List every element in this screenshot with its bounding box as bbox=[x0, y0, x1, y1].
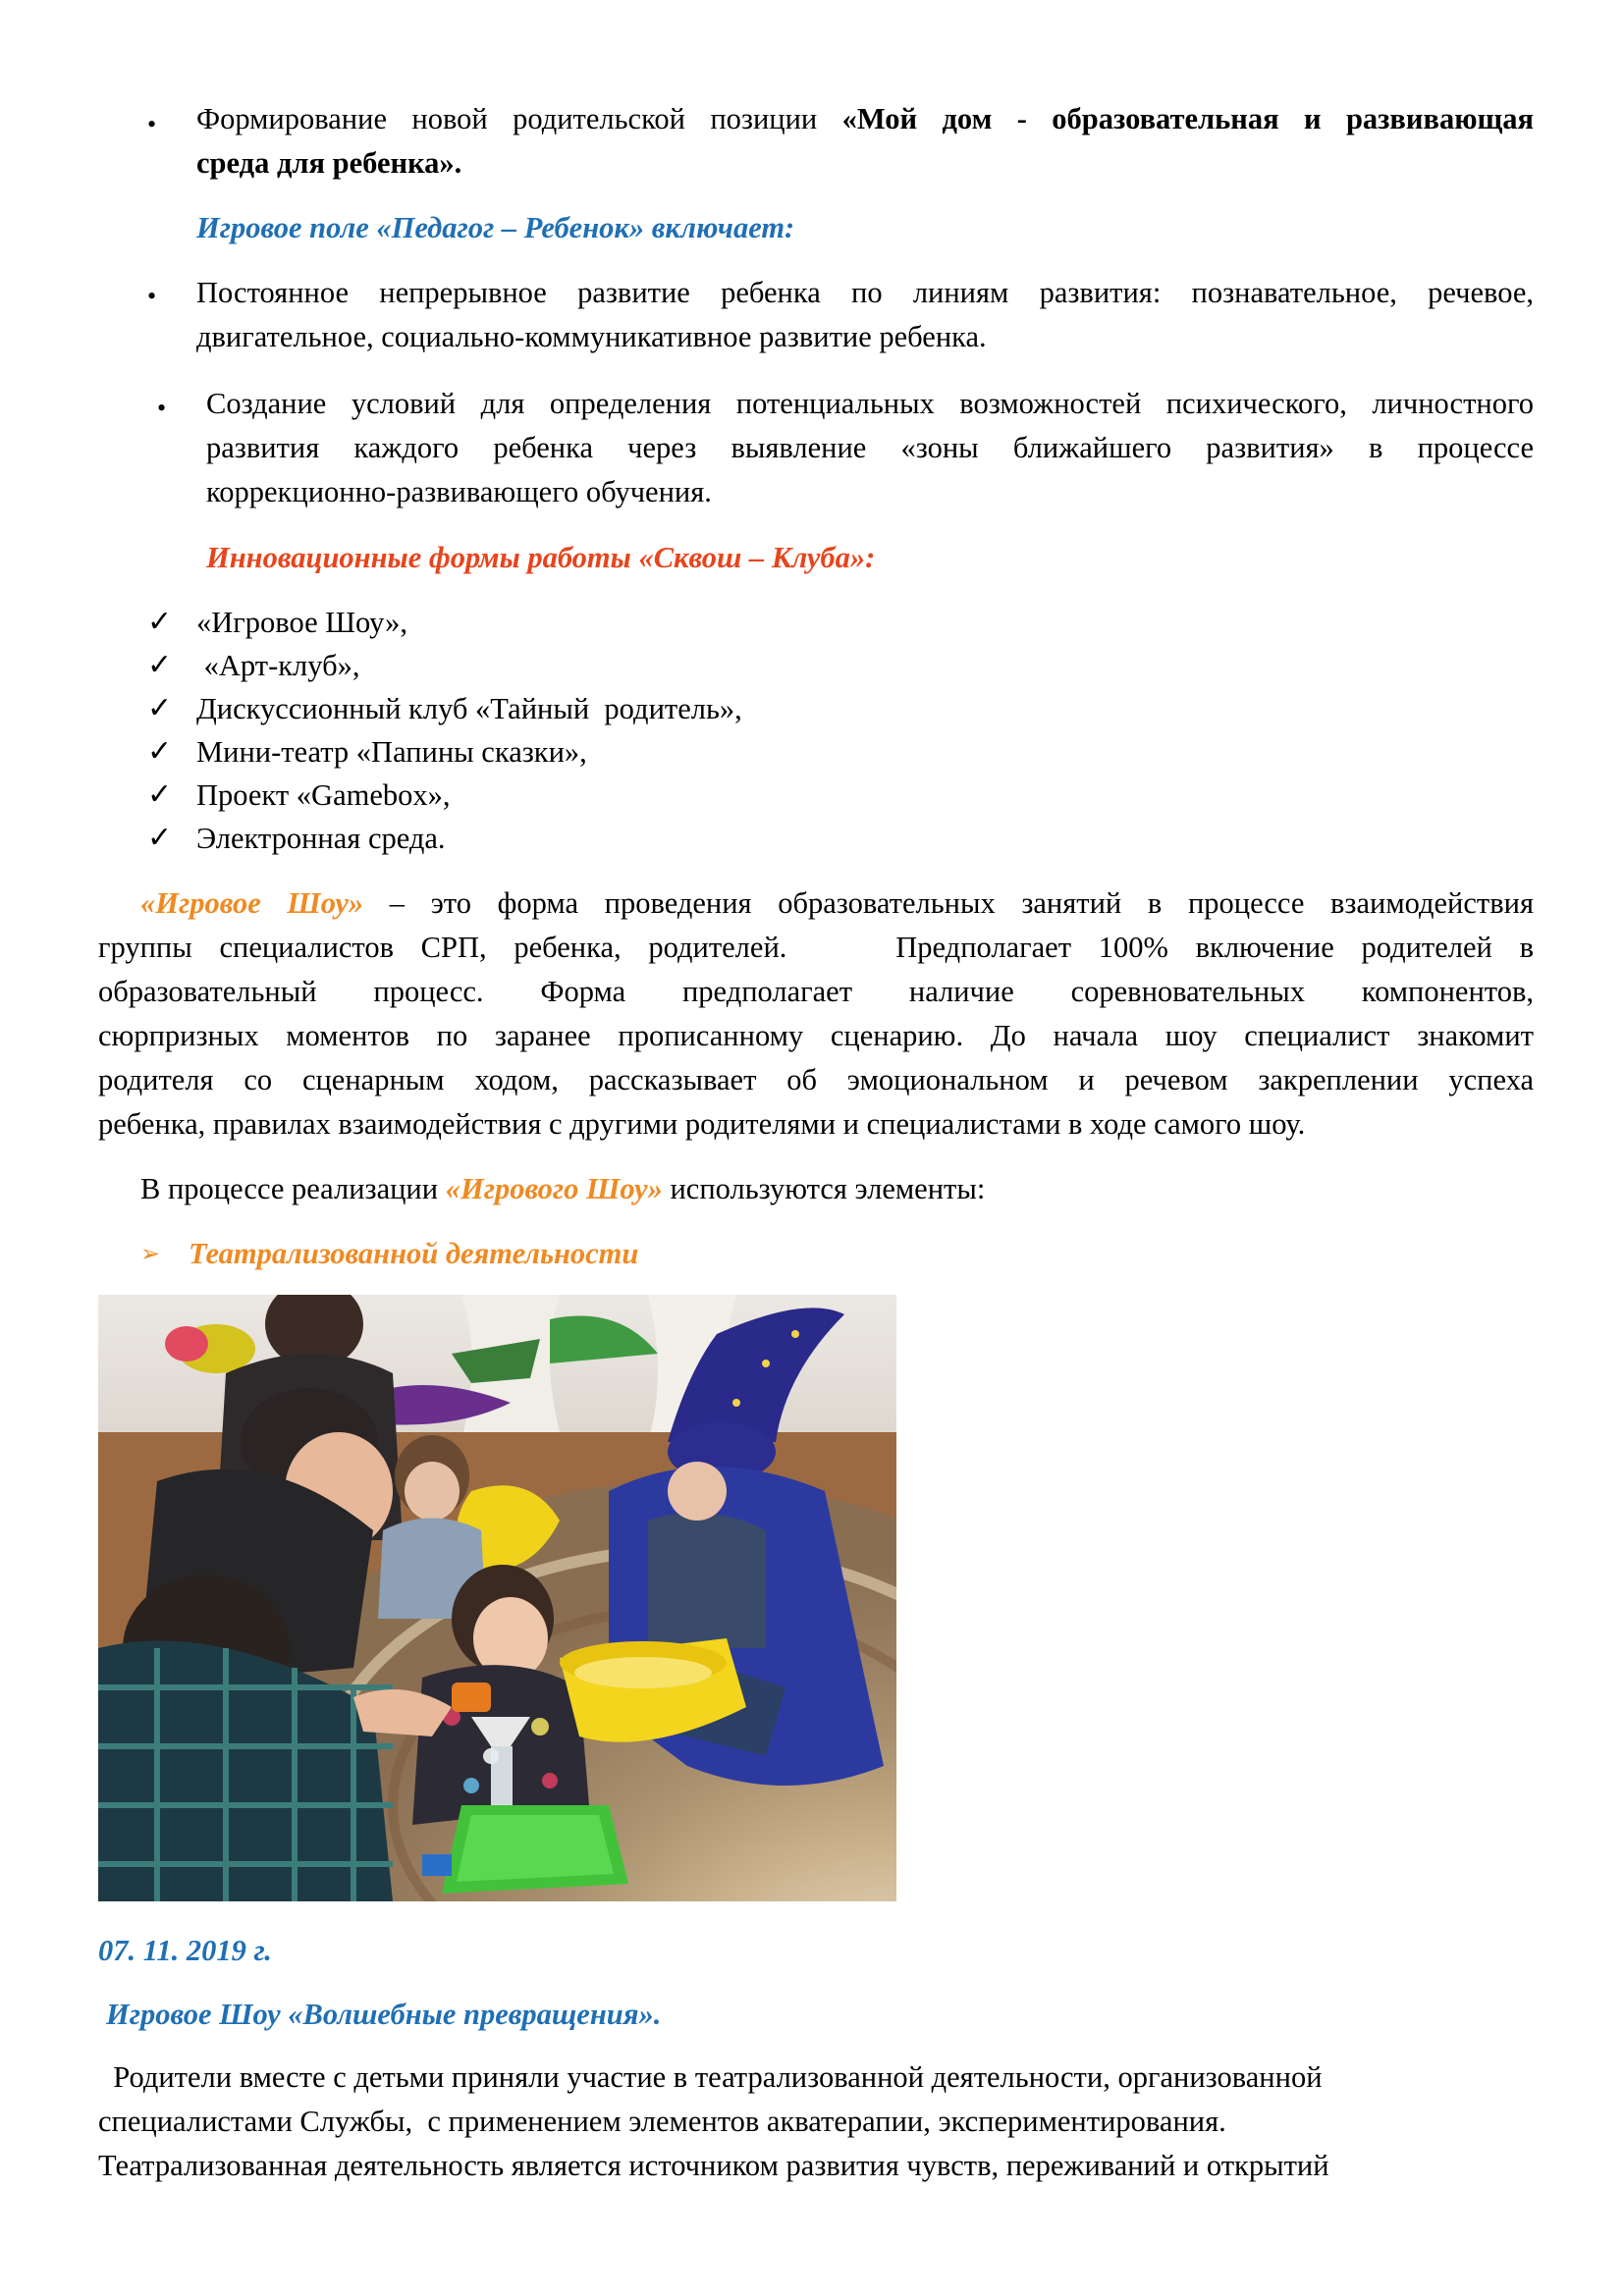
paragraph-text: используются элементы: bbox=[662, 1172, 986, 1205]
bullet-line bbox=[196, 141, 461, 186]
bullet-line: Постоянное непрерывное развитие ребенка по линиям развития: познавательное, речевое, bbox=[196, 276, 1534, 309]
bullet-dot-icon: • bbox=[147, 110, 157, 138]
checkmark-icon: ✓ bbox=[147, 691, 173, 725]
checkmark-icon: ✓ bbox=[147, 605, 173, 639]
bullet-text-bold: «Мой дом - образовательная и развивающая bbox=[841, 102, 1535, 135]
arrow-item-text: Театрализованной деятельности bbox=[189, 1237, 639, 1270]
section-heading: Игровое поле «Педагог – Ребенок» включает: bbox=[196, 211, 795, 244]
bullet-dot-icon: • bbox=[147, 282, 157, 310]
paragraph-line bbox=[140, 1167, 985, 1211]
bullet-dot-icon: • bbox=[157, 394, 167, 422]
paragraph-line: сюрпризных моментов по заранее прописанному сценарию. До начала шоу специалист знакомит bbox=[98, 1019, 1534, 1052]
bullet-text-bold: среда для ребенка». bbox=[196, 146, 462, 180]
bullet-line: двигательное, социально-коммуникативное развитие ребенка. bbox=[196, 320, 987, 353]
paragraph-line: группы специалистов СРП, ребенка, родителей. Предполагает 100% включение родителей в bbox=[98, 931, 1534, 964]
paragraph-line bbox=[98, 881, 1534, 926]
list-item: Электронная среда. bbox=[196, 822, 446, 855]
bullet-line: Создание условий для определения потенциальных возможностей психического, личностного bbox=[206, 387, 1534, 420]
paragraph-text: – это форма проведения образовательных занятий в процессе взаимодействия bbox=[363, 886, 1534, 920]
event-photo bbox=[98, 1295, 896, 1901]
event-title: Игровое Шоу «Волшебные превращения». bbox=[106, 1998, 662, 2031]
paragraph-line: ребенка, правилах взаимодействия с другими родителями и специалистами в ходе самого шоу. bbox=[98, 1107, 1306, 1141]
checkmark-icon: ✓ bbox=[147, 648, 173, 682]
highlight-text: «Игровое Шоу» bbox=[140, 886, 364, 920]
arrow-bullet-icon: ➢ bbox=[140, 1240, 161, 1267]
list-item: «Игровое Шоу», bbox=[196, 606, 408, 639]
section-heading: Инновационные формы работы «Сквош – Клуба»: bbox=[206, 541, 876, 574]
list-item: Дискуссионный клуб «Тайный родитель», bbox=[196, 692, 742, 725]
paragraph-line: Театрализованная деятельность является источником развития чувств, переживаний и открытий bbox=[98, 2149, 1329, 2182]
checkmark-icon: ✓ bbox=[147, 821, 173, 855]
paragraph-line: образовательный процесс. Форма предполагает наличие соревновательных компонентов, bbox=[98, 975, 1534, 1008]
bullet-line: развития каждого ребенка через выявление «зоны ближайшего развития» в процессе bbox=[206, 431, 1534, 464]
event-date: 07. 11. 2019 г. bbox=[98, 1934, 272, 1967]
bullet-text-plain: Формирование новой родительской позиции bbox=[196, 102, 842, 135]
bullet-line: коррекционно-развивающего обучения. bbox=[206, 475, 712, 508]
highlight-text: «Игрового Шоу» bbox=[445, 1172, 663, 1205]
list-item: Проект «Gamebox», bbox=[196, 778, 451, 812]
checkmark-icon: ✓ bbox=[147, 734, 173, 769]
list-item: «Арт-клуб», bbox=[196, 649, 360, 682]
paragraph-line: специалистами Службы, с применением элементов акватерапии, экспериментирования. bbox=[98, 2105, 1226, 2138]
paragraph-line: родителя со сценарным ходом, рассказывает об эмоциональном и речевом закреплении успеха bbox=[98, 1063, 1534, 1096]
bullet-line bbox=[196, 97, 1534, 141]
checkmark-icon: ✓ bbox=[147, 777, 173, 812]
paragraph-line: Родители вместе с детьми приняли участие в театрализованной деятельности, организованной bbox=[98, 2060, 1323, 2094]
photo-illustration bbox=[98, 1295, 896, 1901]
paragraph-text: В процессе реализации bbox=[140, 1172, 446, 1205]
list-item: Мини-театр «Папины сказки», bbox=[196, 735, 587, 769]
